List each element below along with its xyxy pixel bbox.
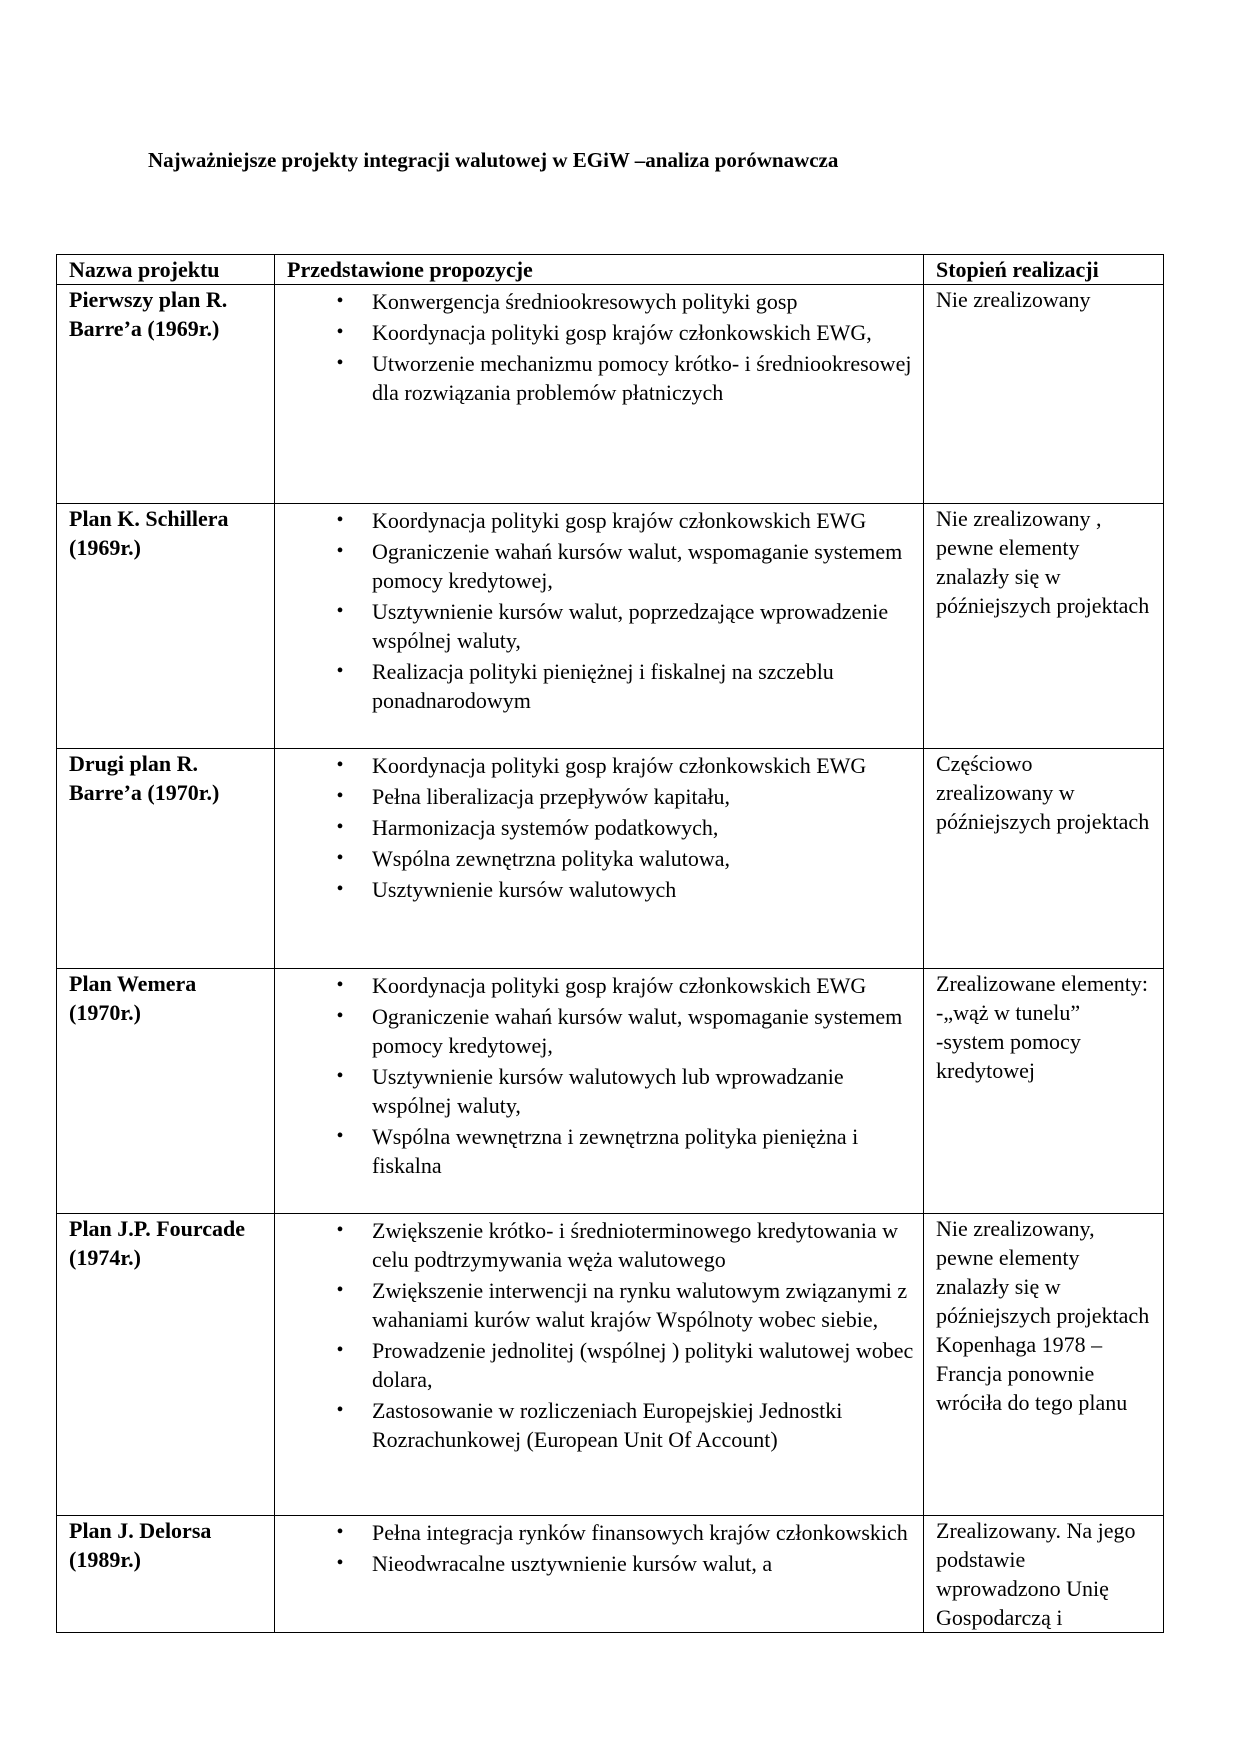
project-name: Plan K. Schillera (1969r.): [57, 504, 275, 749]
bullet-icon: •: [336, 1552, 344, 1574]
table-row: [57, 969, 1164, 1214]
list-item: [287, 844, 915, 873]
list-item: [287, 875, 915, 904]
table-row: [57, 1214, 1164, 1516]
proposal-text: Utworzenie mechanizmu pomocy krótko- i średniookresowej dla rozwiązania problemów płatniczych: [372, 351, 912, 405]
bullet-icon: •: [336, 1005, 344, 1027]
list-item: [287, 971, 915, 1000]
proposal-text: Koordynacja polityki gosp krajów członkowskich EWG,: [372, 320, 872, 345]
table-row: [57, 749, 1164, 969]
bullet-icon: •: [336, 1125, 344, 1147]
bullet-icon: •: [336, 878, 344, 900]
list-item: [287, 751, 915, 780]
proposal-text: Wspólna wewnętrzna i zewnętrzna polityka pieniężna i fiskalna: [372, 1124, 859, 1178]
proposal-text: Realizacja polityki pieniężnej i fiskalnej na szczeblu ponadnarodowym: [372, 659, 834, 713]
table-row: [57, 285, 1164, 504]
bullet-icon: •: [336, 1339, 344, 1361]
list-item: [287, 1216, 915, 1274]
list-item: [287, 1276, 915, 1334]
proposal-text: Koordynacja polityki gosp krajów członkowskich EWG: [372, 973, 867, 998]
proposals-list: [287, 971, 915, 1180]
list-item: [287, 1396, 915, 1454]
bullet-icon: •: [336, 847, 344, 869]
realization-status: [924, 969, 1164, 1214]
status-line: Zrealizowane elementy:: [936, 971, 1148, 996]
table-header-row: [57, 255, 1164, 285]
bullet-icon: •: [336, 1219, 344, 1241]
list-item: [287, 318, 915, 347]
status-line: -„wąż w tunelu”: [936, 1000, 1081, 1025]
status-line: Kopenhaga 1978 –Francja ponownie wróciła do tego planu: [936, 1332, 1128, 1415]
proposal-text: Ograniczenie wahań kursów walut, wspomaganie systemem pomocy kredytowej,: [372, 1004, 903, 1058]
header-project-name: Nazwa projektu: [57, 255, 275, 285]
proposal-text: Usztywnienie kursów walutowych lub wprowadzanie wspólnej waluty,: [372, 1064, 844, 1118]
realization-status: Częściowo zrealizowany w późniejszych projektach: [924, 749, 1164, 969]
list-item: [287, 813, 915, 842]
project-name: Plan J. Delorsa (1989r.): [57, 1516, 275, 1633]
table-row: [57, 504, 1164, 749]
proposal-text: Koordynacja polityki gosp krajów członkowskich EWG: [372, 753, 867, 778]
list-item: [287, 1062, 915, 1120]
project-name: Plan Wemera (1970r.): [57, 969, 275, 1214]
list-item: [287, 1002, 915, 1060]
bullet-icon: •: [336, 754, 344, 776]
project-name: Pierwszy plan R. Barre’a (1969r.): [57, 285, 275, 504]
list-item: [287, 506, 915, 535]
project-name: Drugi plan R. Barre’a (1970r.): [57, 749, 275, 969]
bullet-icon: •: [336, 1399, 344, 1421]
projects-table: [56, 254, 1164, 1633]
realization-status: Nie zrealizowany: [924, 285, 1164, 504]
proposals-cell: [275, 1516, 924, 1633]
proposal-text: Harmonizacja systemów podatkowych,: [372, 815, 719, 840]
document-title: Najważniejsze projekty integracji walutowej w EGiW –analiza porównawcza: [148, 148, 839, 172]
bullet-icon: •: [336, 509, 344, 531]
list-item: [287, 537, 915, 595]
status-line: -system pomocy kredytowej: [936, 1029, 1081, 1083]
list-item: [287, 782, 915, 811]
bullet-icon: •: [336, 816, 344, 838]
bullet-icon: •: [336, 660, 344, 682]
proposal-text: Konwergencja średniookresowych polityki gosp: [372, 289, 798, 314]
proposal-text: Nieodwracalne usztywnienie kursów walut, a: [372, 1551, 773, 1576]
header-realization: Stopień realizacji: [924, 255, 1164, 285]
status-line: Nie zrealizowany, pewne elementy znalazły się w późniejszych projektach: [936, 1216, 1150, 1328]
bullet-icon: •: [336, 1279, 344, 1301]
bullet-icon: •: [336, 600, 344, 622]
table-row: [57, 1516, 1164, 1633]
proposals-cell: [275, 749, 924, 969]
proposals-list: [287, 751, 915, 904]
proposals-list: [287, 506, 915, 715]
proposal-text: Zastosowanie w rozliczeniach Europejskiej Jednostki Rozrachunkowej (European Unit Of Account): [372, 1398, 843, 1452]
realization-status: Nie zrealizowany , pewne elementy znalazły się w późniejszych projektach: [924, 504, 1164, 749]
project-name: Plan J.P. Fourcade (1974r.): [57, 1214, 275, 1516]
proposal-text: Ograniczenie wahań kursów walut, wspomaganie systemem pomocy kredytowej,: [372, 539, 903, 593]
list-item: [287, 287, 915, 316]
realization-status: Zrealizowany. Na jego podstawie wprowadzono Unię Gospodarczą i: [924, 1516, 1164, 1633]
bullet-icon: •: [336, 785, 344, 807]
bullet-icon: •: [336, 352, 344, 374]
bullet-icon: •: [336, 1521, 344, 1543]
list-item: [287, 1518, 915, 1547]
proposals-list: [287, 1518, 915, 1578]
list-item: [287, 349, 915, 407]
proposal-text: Prowadzenie jednolitej (wspólnej ) polityki walutowej wobec dolara,: [372, 1338, 914, 1392]
list-item: [287, 1549, 915, 1578]
list-item: [287, 1122, 915, 1180]
proposals-cell: [275, 969, 924, 1214]
bullet-icon: •: [336, 290, 344, 312]
proposal-text: Zwiększenie krótko- i średnioterminowego kredytowania w celu podtrzymywania węża walutowego: [372, 1218, 899, 1272]
proposal-text: Pełna integracja rynków finansowych krajów członkowskich: [372, 1520, 908, 1545]
list-item: [287, 657, 915, 715]
proposal-text: Zwiększenie interwencji na rynku walutowym związanymi z wahaniami kurów walut krajów Wspólnoty wobec siebie,: [372, 1278, 908, 1332]
bullet-icon: •: [336, 321, 344, 343]
realization-status: [924, 1214, 1164, 1516]
list-item: [287, 597, 915, 655]
proposal-text: Wspólna zewnętrzna polityka walutowa,: [372, 846, 730, 871]
proposal-text: Usztywnienie kursów walutowych: [372, 877, 677, 902]
bullet-icon: •: [336, 1065, 344, 1087]
bullet-icon: •: [336, 540, 344, 562]
proposals-cell: [275, 504, 924, 749]
header-proposals: Przedstawione propozycje: [275, 255, 924, 285]
proposals-list: [287, 287, 915, 407]
bullet-icon: •: [336, 974, 344, 996]
proposal-text: Usztywnienie kursów walut, poprzedzające wprowadzenie wspólnej waluty,: [372, 599, 889, 653]
proposals-list: [287, 1216, 915, 1454]
proposal-text: Koordynacja polityki gosp krajów członkowskich EWG: [372, 508, 867, 533]
list-item: [287, 1336, 915, 1394]
proposal-text: Pełna liberalizacja przepływów kapitału,: [372, 784, 730, 809]
proposals-cell: [275, 285, 924, 504]
proposals-cell: [275, 1214, 924, 1516]
